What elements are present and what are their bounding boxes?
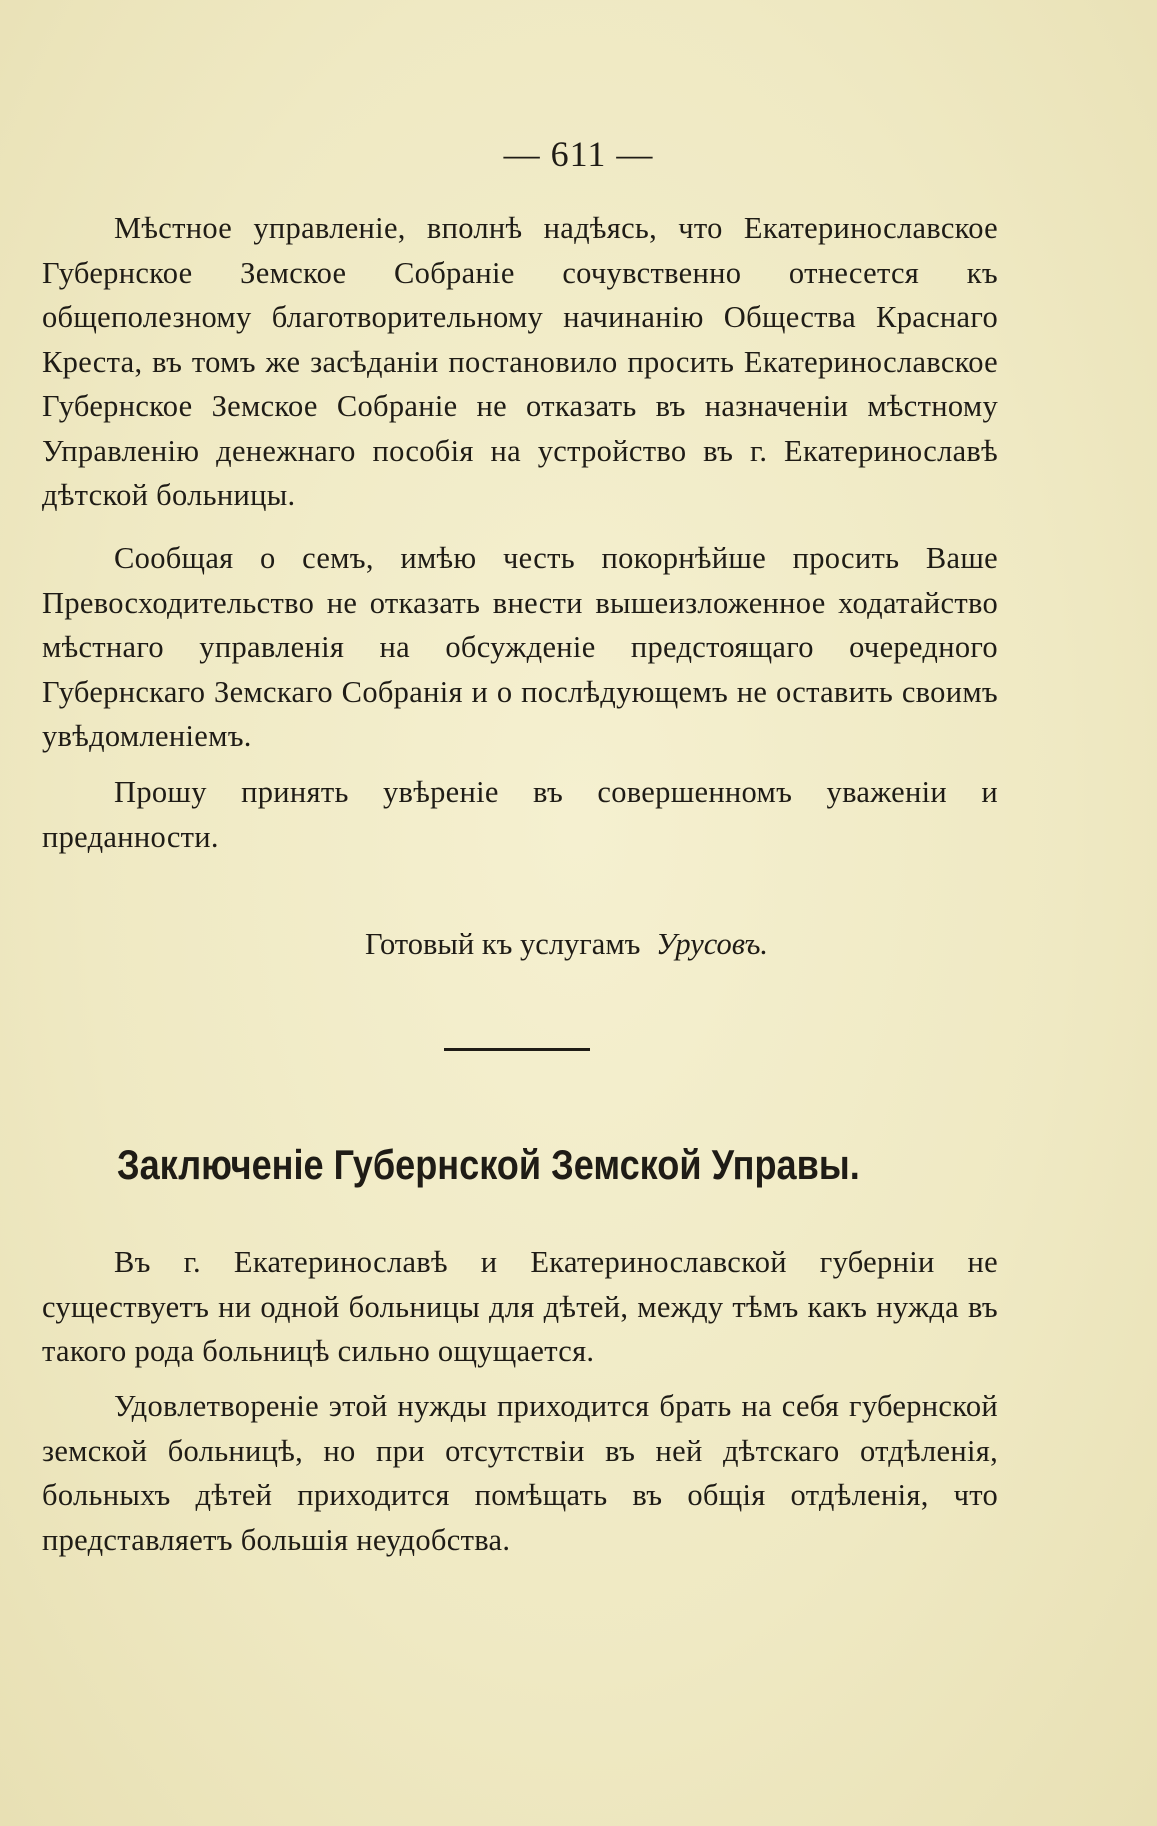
letter-paragraph-2-block <box>42 536 998 759</box>
page-number: — 611 — <box>503 134 654 174</box>
section-paragraph-2-block <box>42 1384 998 1562</box>
section-paragraph-1-block <box>42 1240 998 1374</box>
letter-paragraph: Мѣстное управленіе, вполнѣ надѣясь, что Екатеринославское Губернское Земское Собраніе сочувственно отнесется къ общеполезному благотворительному начинанію Общества Краснаго Креста, въ томъ же засѣданіи постановило просить Екатеринославское Губернское Земское Собраніе не отказать въ назначеніи мѣстному Управленію денежнаго пособія на устройство въ г. Екатеринославѣ дѣтской больницы. <box>42 211 998 512</box>
signature-name: Урусовъ. <box>656 927 769 961</box>
letter-paragraph: Прошу принять увѣреніе въ совершенномъ уваженіи и преданности. <box>42 775 998 854</box>
closing-text: Готовый къ услугамъ <box>365 927 641 961</box>
section-paragraph: Удовлетвореніе этой нужды приходится брать на себя губернской земской больницѣ, но при отсутствіи въ ней дѣтскаго отдѣленія, больныхъ дѣтей приходится помѣщать въ общія отдѣленія, что представляетъ большія неудобства. <box>42 1389 998 1557</box>
letter-paragraph: Сообщая о семъ, имѣю честь покорнѣйше просить Ваше Превосходительство не отказать внести вышеизложенное ходатайство мѣстнаго управленія на обсужденіе предстоящаго очередного Губернскаго Земскаго Собранія и о послѣдующемъ не оставить своимъ увѣдомленіемъ. <box>42 541 998 753</box>
letter-paragraph-1-block <box>42 206 998 518</box>
section-paragraph: Въ г. Екатеринославѣ и Екатеринославской губерніи не существуетъ ни одной больницы для дѣтей, между тѣмъ какъ нужда въ такого рода больницѣ сильно ощущается. <box>42 1245 998 1368</box>
section-heading: Заключеніе Губернской Земской Управы. <box>116 1141 860 1188</box>
signature-line <box>365 922 768 966</box>
section-divider <box>444 1048 590 1051</box>
letter-paragraph-3-block <box>42 770 998 859</box>
